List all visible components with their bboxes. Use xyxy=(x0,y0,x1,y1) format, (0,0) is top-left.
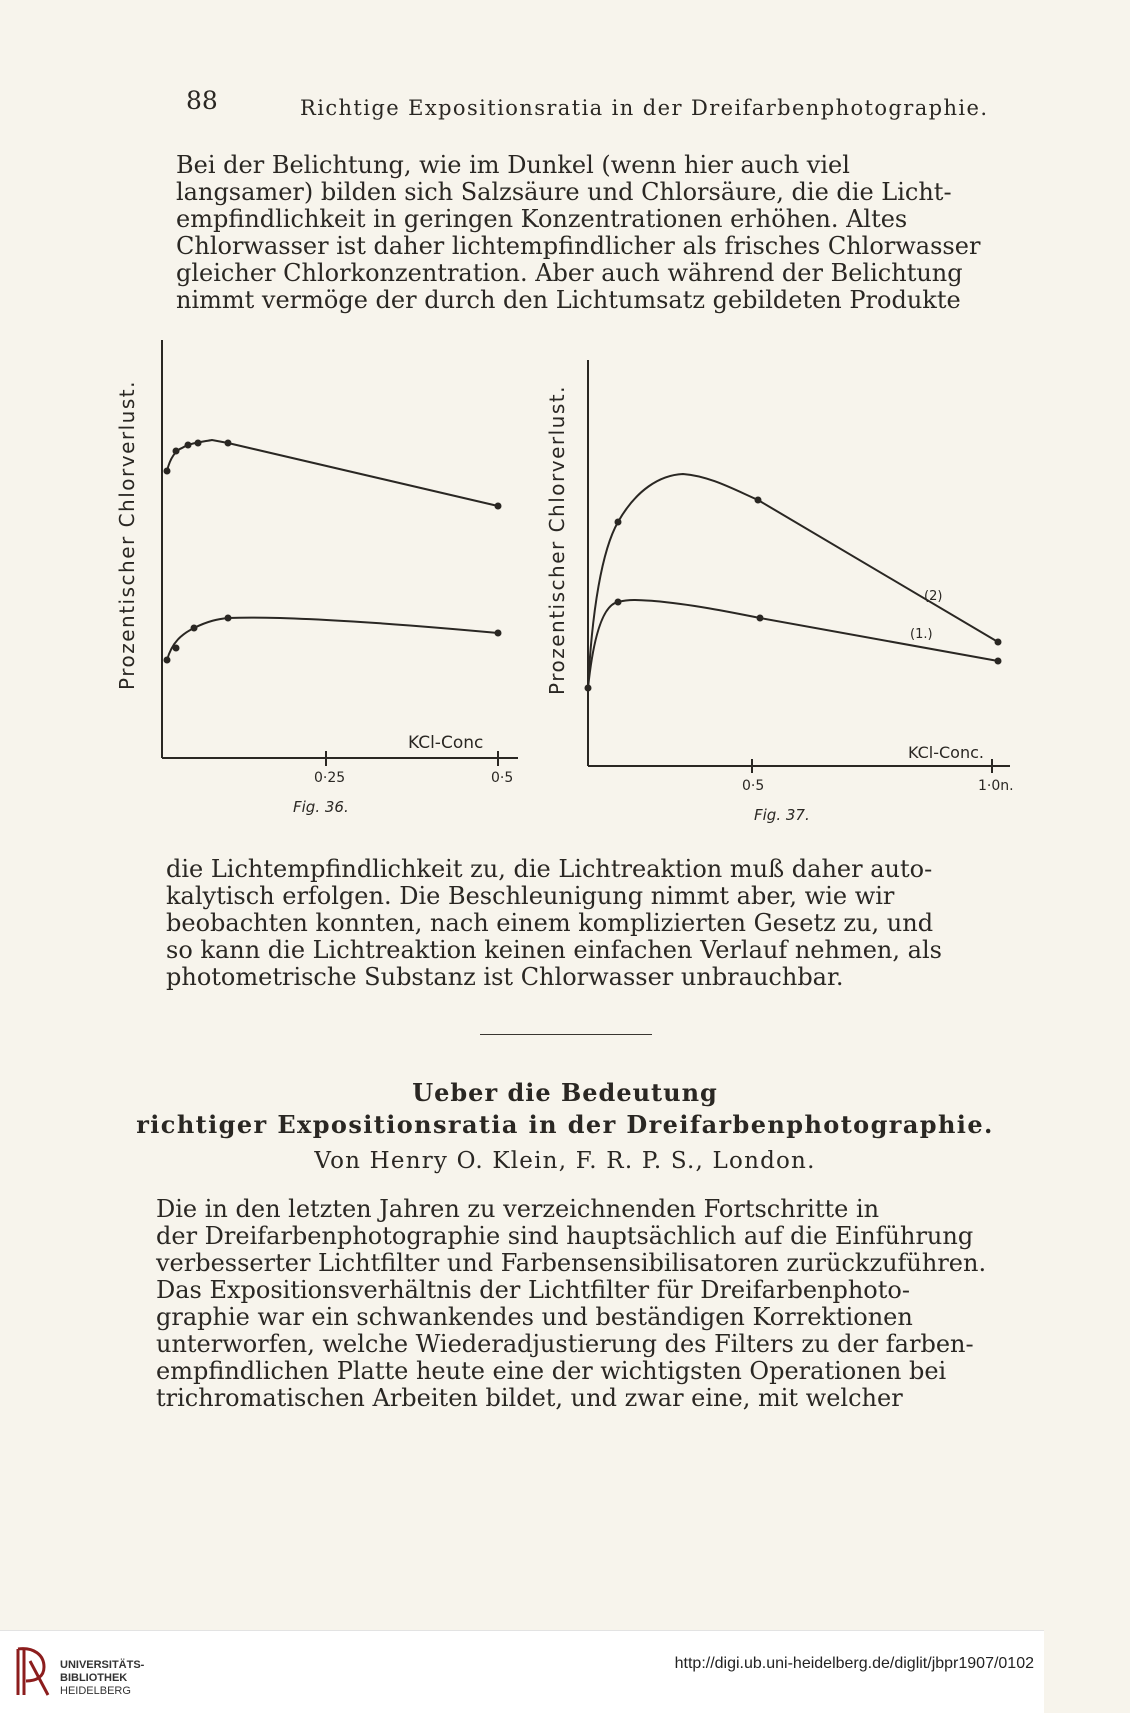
fig37-caption: Fig. 37. xyxy=(754,806,810,824)
page-number: 88 xyxy=(186,86,218,115)
fig36-series-lower xyxy=(164,615,502,664)
viewer-footer xyxy=(0,1630,1044,1713)
text-line: Das Expositionsverhältnis der Lichtfilter für Dreifarbenphoto- xyxy=(156,1276,910,1304)
text-line: empfindlichkeit in geringen Konzentrationen erhöhen. Altes xyxy=(176,205,908,233)
fig36-series-upper xyxy=(164,440,502,510)
fig37-series-2 xyxy=(588,474,1002,688)
university-library-logo[interactable] xyxy=(60,1659,144,1698)
permalink-url[interactable]: http://digi.ub.uni-heidelberg.de/diglit/jbpr1907/0102 xyxy=(674,1655,1034,1672)
fig36-point xyxy=(225,440,232,447)
fig36-point xyxy=(225,615,232,622)
text-line: der Dreifarbenphotographie sind hauptsächlich auf die Einführung xyxy=(156,1222,974,1250)
fig37-curve-2 xyxy=(588,474,998,688)
fig37-tick-label: 0·5 xyxy=(742,778,765,794)
fig37-xlabel: KCl-Conc. xyxy=(908,743,984,762)
text-line: nimmt vermöge der durch den Lichtumsatz gebildeten Produkte xyxy=(176,286,961,314)
text-line: langsamer) bilden sich Salzsäure und Chlorsäure, die die Licht- xyxy=(176,178,952,206)
fig36-point xyxy=(495,503,502,510)
fig37-point xyxy=(585,685,592,692)
text-line: unterworfen, welche Wiederadjustierung des Filters zu der farben- xyxy=(156,1330,974,1358)
logo-line: BIBLIOTHEK xyxy=(60,1672,128,1684)
article-title-line1: Ueber die Bedeutung xyxy=(412,1078,718,1107)
fig36-xlabel: KCl-Conc xyxy=(408,733,484,753)
fig36-caption: Fig. 36. xyxy=(293,798,349,816)
text-line: verbesserter Lichtfilter und Farbensensibilisatoren zurückzuführen. xyxy=(156,1249,987,1277)
text-line: photometrische Substanz ist Chlorwasser unbrauchbar. xyxy=(166,963,844,991)
text-line: Die in den letzten Jahren zu verzeichnenden Fortschritte in xyxy=(156,1195,880,1223)
fig36-chart xyxy=(115,330,538,820)
fig37-chart xyxy=(540,350,1020,840)
text-line: graphie war ein schwankendes und beständigen Korrektionen xyxy=(156,1303,913,1331)
fig37-point xyxy=(757,615,764,622)
fig36-tick-label: 0·5 xyxy=(491,770,514,786)
text-line: kalytisch erfolgen. Die Beschleunigung nimmt aber, wie wir xyxy=(166,882,895,910)
figure-37 xyxy=(540,350,1020,844)
fig36-tick-label: 0·25 xyxy=(314,770,346,786)
fig37-point xyxy=(615,519,622,526)
article-byline: Von Henry O. Klein, F. R. P. S., London. xyxy=(314,1148,816,1174)
university-library-logo-icon[interactable] xyxy=(14,1645,54,1699)
fig36-point xyxy=(191,625,198,632)
paragraph-1 xyxy=(176,152,980,314)
fig37-point xyxy=(755,497,762,504)
text-line: Bei der Belichtung, wie im Dunkel (wenn hier auch viel xyxy=(176,151,850,179)
text-line: gleicher Chlorkonzentration. Aber auch während der Belichtung xyxy=(176,259,963,287)
fig37-curve-label: (1.) xyxy=(910,627,933,642)
fig36-point xyxy=(173,645,180,652)
fig37-curve-label: (2) xyxy=(924,589,943,604)
fig36-curve-upper xyxy=(167,440,498,506)
text-line: beobachten konnten, nach einem komplizierten Gesetz zu, und xyxy=(166,909,934,937)
fig36-point xyxy=(185,442,192,449)
logo-line: HEIDELBERG xyxy=(60,1685,131,1697)
text-line: so kann die Lichtreaktion keinen einfachen Verlauf nehmen, als xyxy=(166,936,942,964)
article-title-line2: richtiger Expositionsratia in der Dreifarbenphotographie. xyxy=(136,1110,994,1139)
text-line: trichromatischen Arbeiten bildet, und zwar eine, mit welcher xyxy=(156,1384,903,1412)
text-line: die Lichtempfindlichkeit zu, die Lichtreaktion muß daher auto- xyxy=(166,855,933,883)
fig37-point xyxy=(995,639,1002,646)
fig36-point xyxy=(173,448,180,455)
logo-line: UNIVERSITÄTS- xyxy=(60,1659,145,1671)
fig37-ylabel: Prozentischer Chlorverlust. xyxy=(545,385,569,695)
text-line: empfindlichen Platte heute eine der wichtigsten Operationen bei xyxy=(156,1357,947,1385)
fig37-point xyxy=(615,599,622,606)
paragraph-2 xyxy=(166,856,942,991)
fig36-curve-lower xyxy=(167,618,498,660)
fig37-series-1 xyxy=(585,599,1002,692)
section-divider xyxy=(480,1034,652,1035)
fig37-tick-label: 1·0n. xyxy=(978,778,1014,794)
fig37-point xyxy=(995,658,1002,665)
running-title: Richtige Expositionsratia in der Dreifarbenphotographie. xyxy=(300,96,989,120)
fig36-point xyxy=(195,440,202,447)
fig37-curve-1 xyxy=(588,600,998,688)
figure-36 xyxy=(115,330,538,824)
fig36-point xyxy=(164,468,171,475)
fig36-point xyxy=(164,657,171,664)
fig36-point xyxy=(495,630,502,637)
paragraph-3 xyxy=(156,1196,986,1412)
fig36-ylabel: Prozentischer Chlorverlust. xyxy=(115,380,139,690)
text-line: Chlorwasser ist daher lichtempfindlicher als frisches Chlorwasser xyxy=(176,232,981,260)
